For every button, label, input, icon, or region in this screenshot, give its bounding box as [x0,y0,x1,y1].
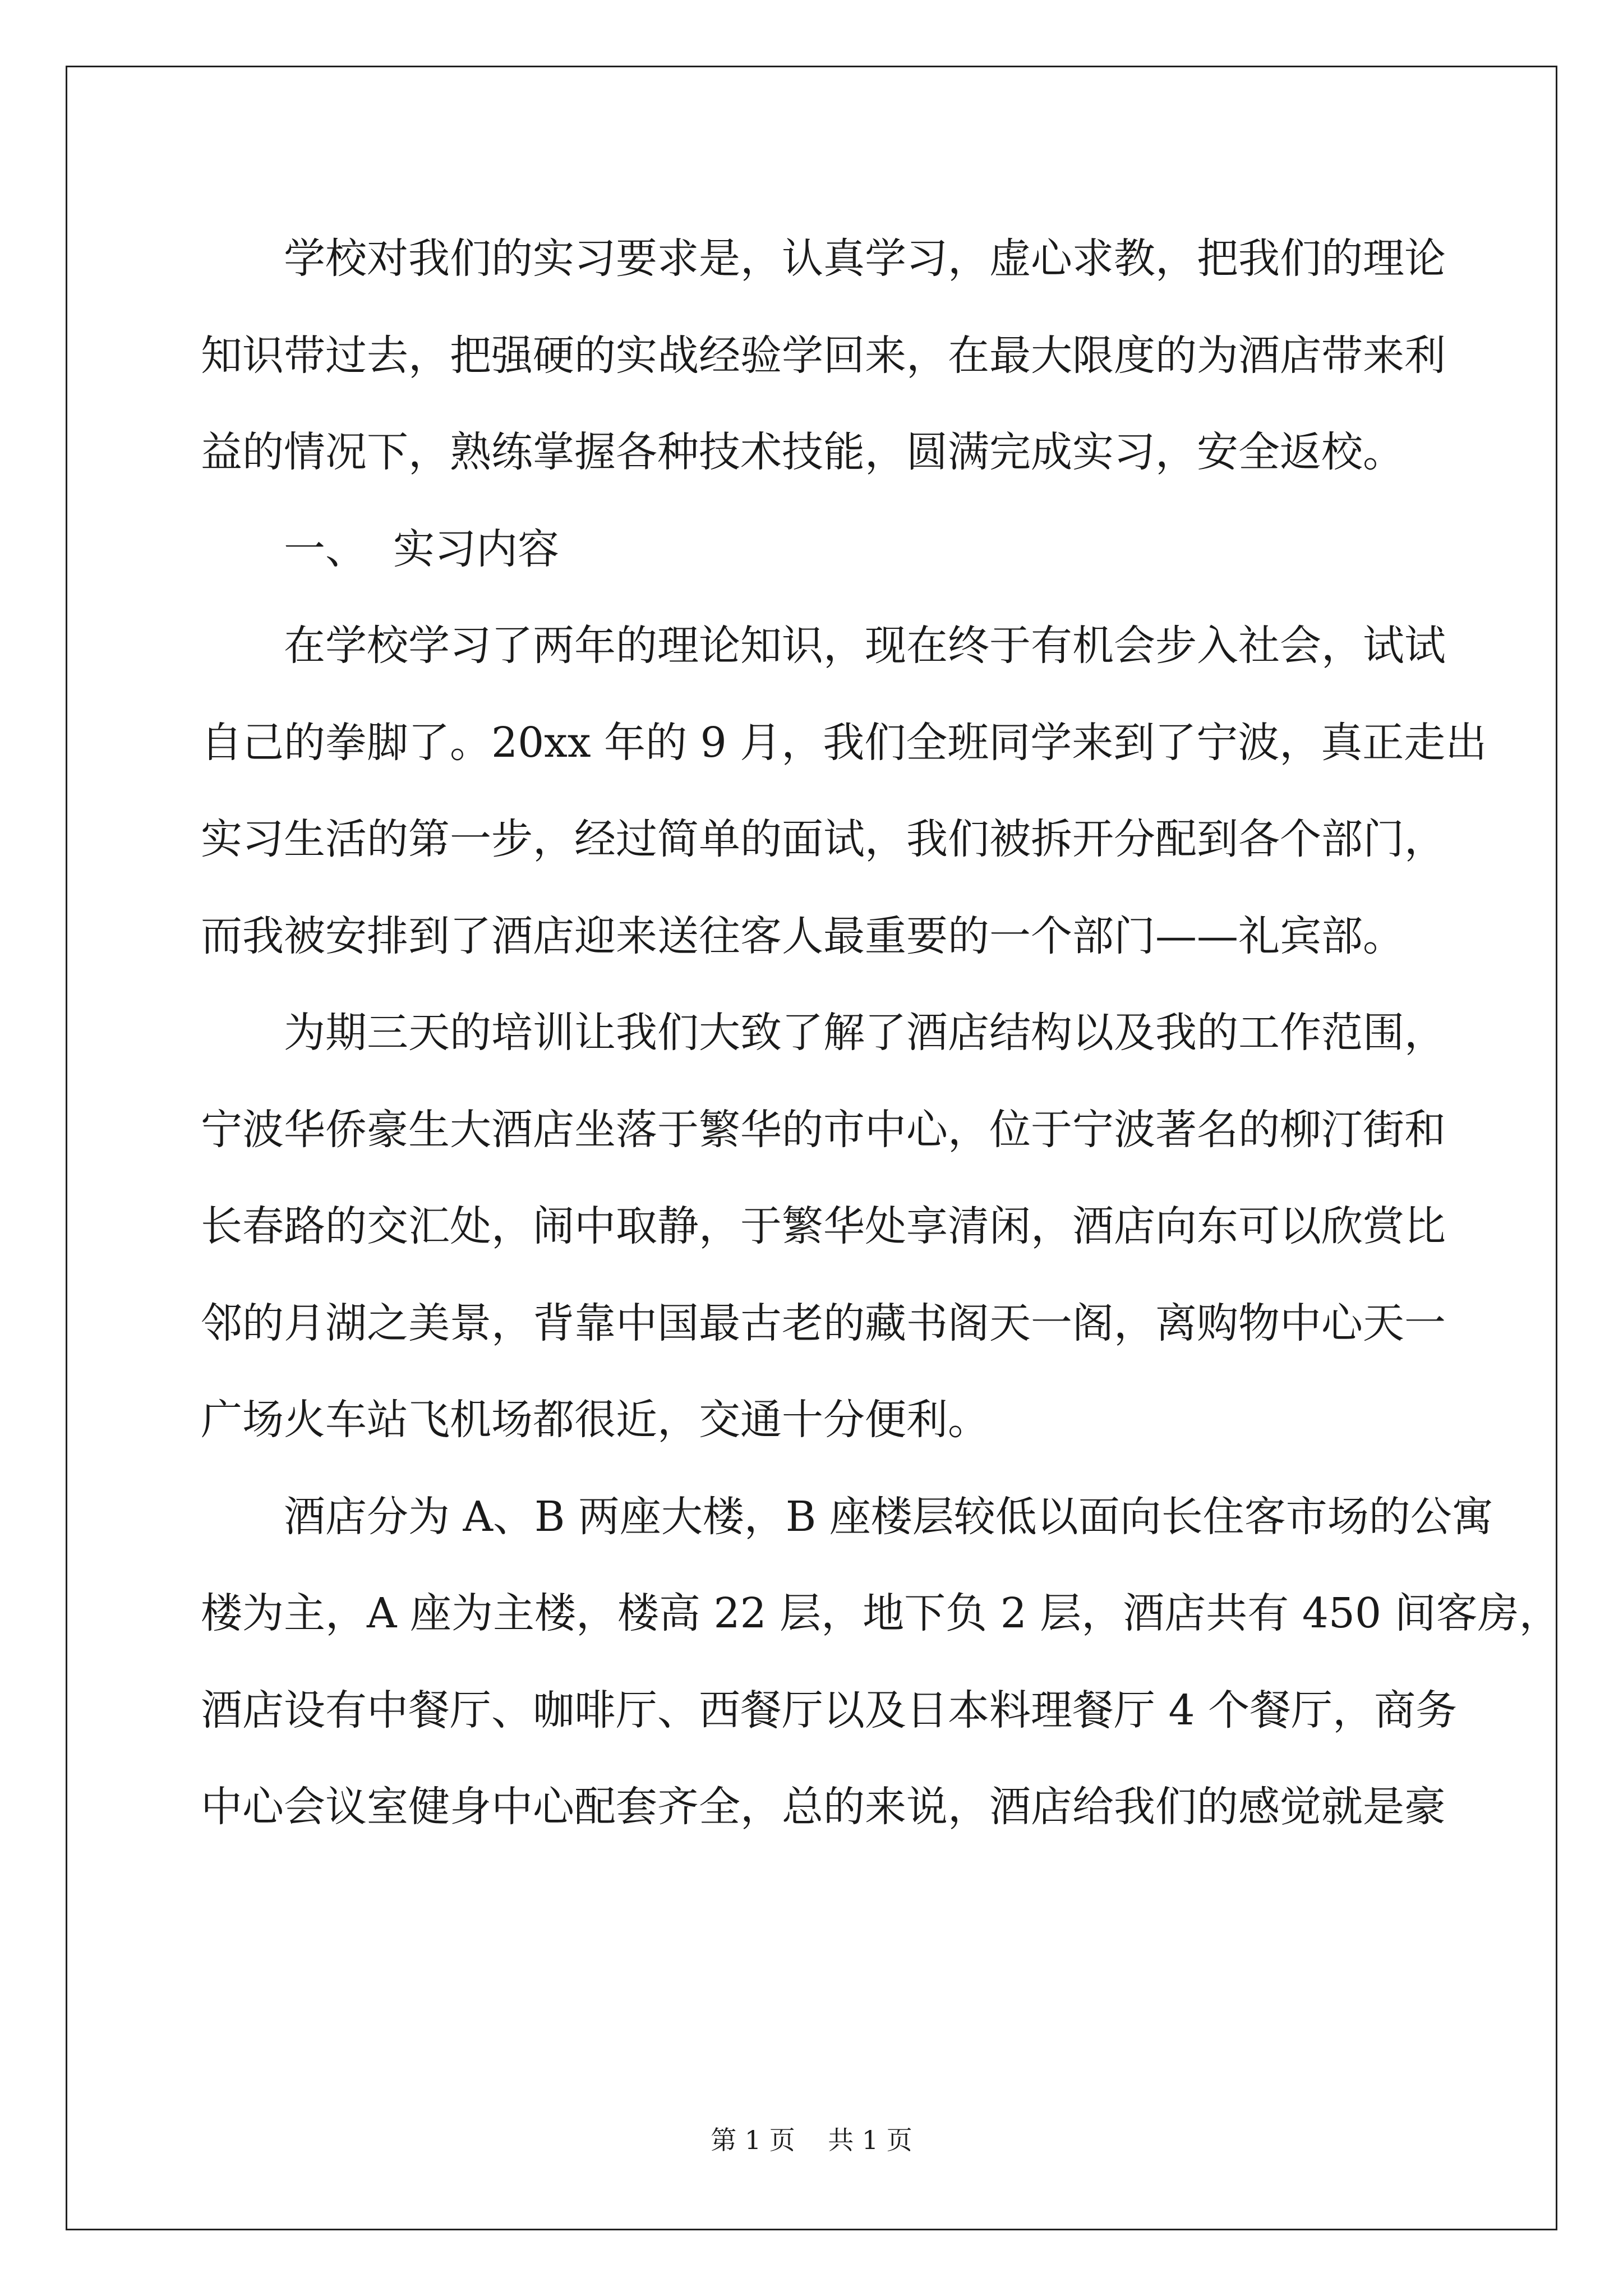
text-line: 为期三天的培训让我们大致了解了酒店结构以及我的工作范围， [284,1009,1446,1057]
text-line: 益的情况下，熟练掌握各种技术技能，圆满完成实习，安全返校。 [201,428,1404,476]
section-heading: 一、 实习内容 [284,524,560,573]
text-line: 长春路的交汇处，闹中取静，于繁华处享清闲，酒店向东可以欣赏比 [201,1202,1446,1250]
text-line: 在学校学习了两年的理论知识，现在终于有机会步入社会，试试 [284,622,1446,670]
text-line: 实习生活的第一步，经过简单的面试，我们被拆开分配到各个部门， [201,815,1446,863]
text-line: 广场火车站飞机场都很近，交通十分便利。 [201,1396,989,1444]
text-line: 酒店设有中餐厅、咖啡厅、西餐厅以及日本料理餐厅 4 个餐厅，商务 [201,1686,1458,1734]
page-number-footer: 第 1 页 共 1 页 [711,2125,912,2155]
text-line: 宁波华侨豪生大酒店坐落于繁华的市中心，位于宁波著名的柳汀街和 [201,1105,1446,1154]
text-line: 中心会议室健身中心配套齐全，总的来说，酒店给我们的感觉就是豪 [201,1783,1446,1831]
text-line: 自己的拳脚了。20xx 年的 9 月，我们全班同学来到了宁波，真正走出 [201,718,1487,767]
text-line: 知识带过去，把强硬的实战经验学回来，在最大限度的为酒店带来利 [201,331,1446,380]
document-body [201,210,1561,1856]
text-line: 楼为主，A 座为主楼，楼高 22 层，地下负 2 层，酒店共有 450 间客房， [201,1589,1561,1637]
text-line: 而我被安排到了酒店迎来送往客人最重要的一个部门——礼宾部。 [201,912,1404,960]
text-line: 邻的月湖之美景，背靠中国最古老的藏书阁天一阁，离购物中心天一 [201,1299,1446,1347]
text-line: 学校对我们的实习要求是，认真学习，虚心求教，把我们的理论 [284,234,1446,283]
text-line: 酒店分为 A、B 两座大楼，B 座楼层较低以面向长住客市场的公寓 [284,1492,1493,1541]
